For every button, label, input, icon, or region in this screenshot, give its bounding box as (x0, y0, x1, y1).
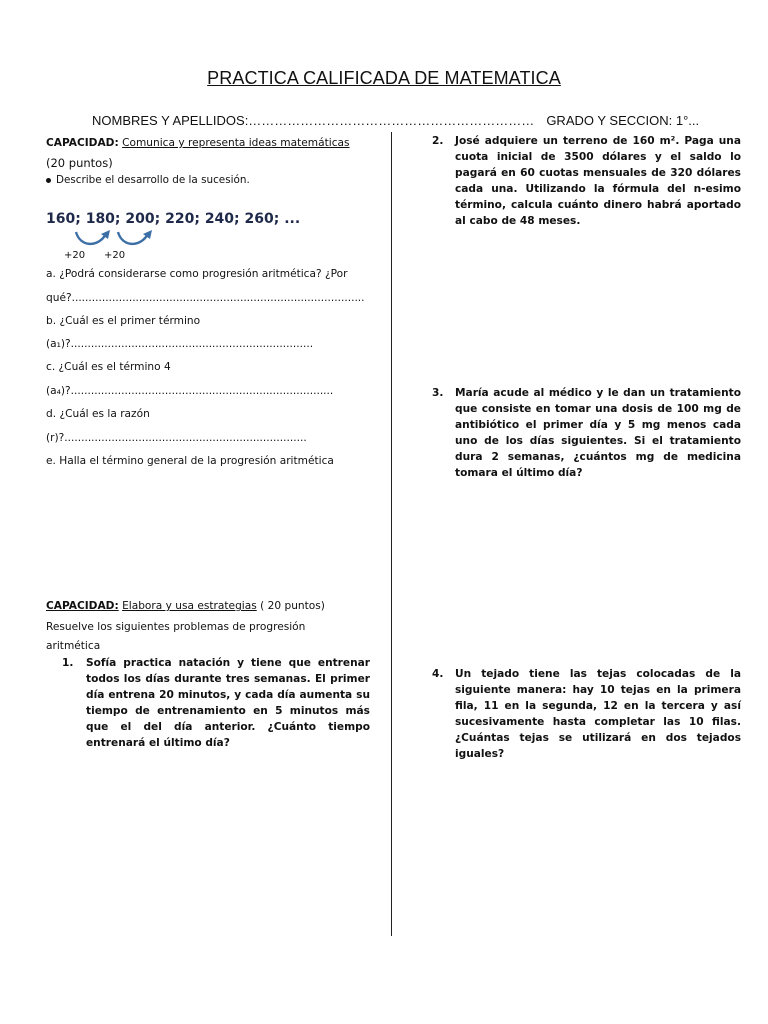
section1-points: (20 puntos) (46, 156, 113, 170)
capacity-label: CAPACIDAD: (46, 137, 119, 149)
header-line (92, 113, 699, 128)
bullet-text: Describe el desarrollo de la sucesión. (56, 174, 250, 186)
increment-arrows (70, 228, 160, 250)
increment-label: +20 (104, 250, 126, 261)
problem-number: 2. (432, 135, 444, 147)
sequence-term: 260; (244, 211, 280, 227)
names-field-label: NOMBRES Y APELLIDOS:………………………………………………………… (92, 113, 535, 128)
answer-line-d: (r)?........................................................................ (46, 432, 307, 444)
sequence (46, 211, 300, 227)
bullet-item (46, 172, 371, 188)
page-title: PRACTICA CALIFICADA DE MATEMATICA (207, 68, 561, 88)
capacity-1-heading (46, 135, 371, 151)
sequence-term: 240; (204, 211, 240, 227)
sequence-term: ... (284, 211, 301, 227)
question-e: e. Halla el término general de la progresión aritmética (46, 455, 334, 467)
problem-2-text: José adquiere un terreno de 160 m². Paga una cuota inicial de 3500 dólares y el saldo lo pagará en 60 cuotas mensuales de 320 dólares cada una. Utilizando la fórmula del n-esimo término, calcula cuánto dinero habrá aportado al cabo de 48 meses. (455, 135, 741, 227)
problem-1-text: Sofía practica natación y tiene que entrenar todos los días durante tres semanas. El primer día entrena 20 minutos, y cada día aumenta su tiempo de entrenamiento en 5 minutos más que el del día anterior. ¿Cuánto tiempo entrenará el último día? (86, 657, 370, 749)
section2-intro: Resuelve los siguientes problemas de progresión aritmética (46, 621, 306, 652)
sequence-term: 160; (46, 211, 81, 227)
column-divider (391, 132, 392, 936)
problem-number: 1. (62, 657, 74, 669)
increment-label: +20 (64, 250, 86, 261)
question-a: a. ¿Podrá considerarse como progresión aritmética? ¿Por (46, 268, 348, 280)
problem-3-text: María acude al médico y le dan un tratamiento que consiste en tomar una dosis de 100 mg de antibiótico el primer día y 5 mg menos cada uno de los días siguientes. Si el tratamiento dura 2 semanas, ¿cuántos mg de medicina tomara el último día? (455, 387, 741, 479)
question-b: b. ¿Cuál es el primer término (46, 315, 201, 327)
problem-number: 4. (432, 668, 444, 680)
capacity-text: Elabora y usa estrategias (122, 600, 257, 612)
question-d: d. ¿Cuál es la razón (46, 408, 150, 420)
problem-4-text: Un tejado tiene las tejas colocadas de la siguiente manera: hay 10 tejas en la primera fila, 11 en la segunda, 12 en la tercera y así sucesivamente hasta completar las 10 filas. ¿Cuántas tejas se utilizará en dos tejados iguales? (455, 668, 741, 760)
bullet-icon (46, 178, 51, 183)
grade-section-label: GRADO Y SECCION: 1°... (546, 113, 700, 128)
answer-line-c: (a₄)?.............................................................................. (46, 385, 334, 397)
question-c: c. ¿Cuál es el término 4 (46, 361, 171, 373)
answer-line-a: qué?....................................................................................... (46, 292, 365, 304)
answer-line-b: (a₁)?........................................................................ (46, 338, 314, 350)
capacity-2-heading (46, 598, 371, 614)
section2-points: ( 20 puntos) (260, 600, 325, 612)
capacity-label: CAPACIDAD: (46, 600, 119, 612)
problem-number: 3. (432, 387, 444, 399)
sequence-term: 200; (125, 211, 161, 227)
capacity-text: Comunica y representa ideas matemáticas (122, 137, 350, 149)
sequence-term: 180; (85, 211, 121, 227)
sequence-term: 220; (165, 211, 200, 227)
